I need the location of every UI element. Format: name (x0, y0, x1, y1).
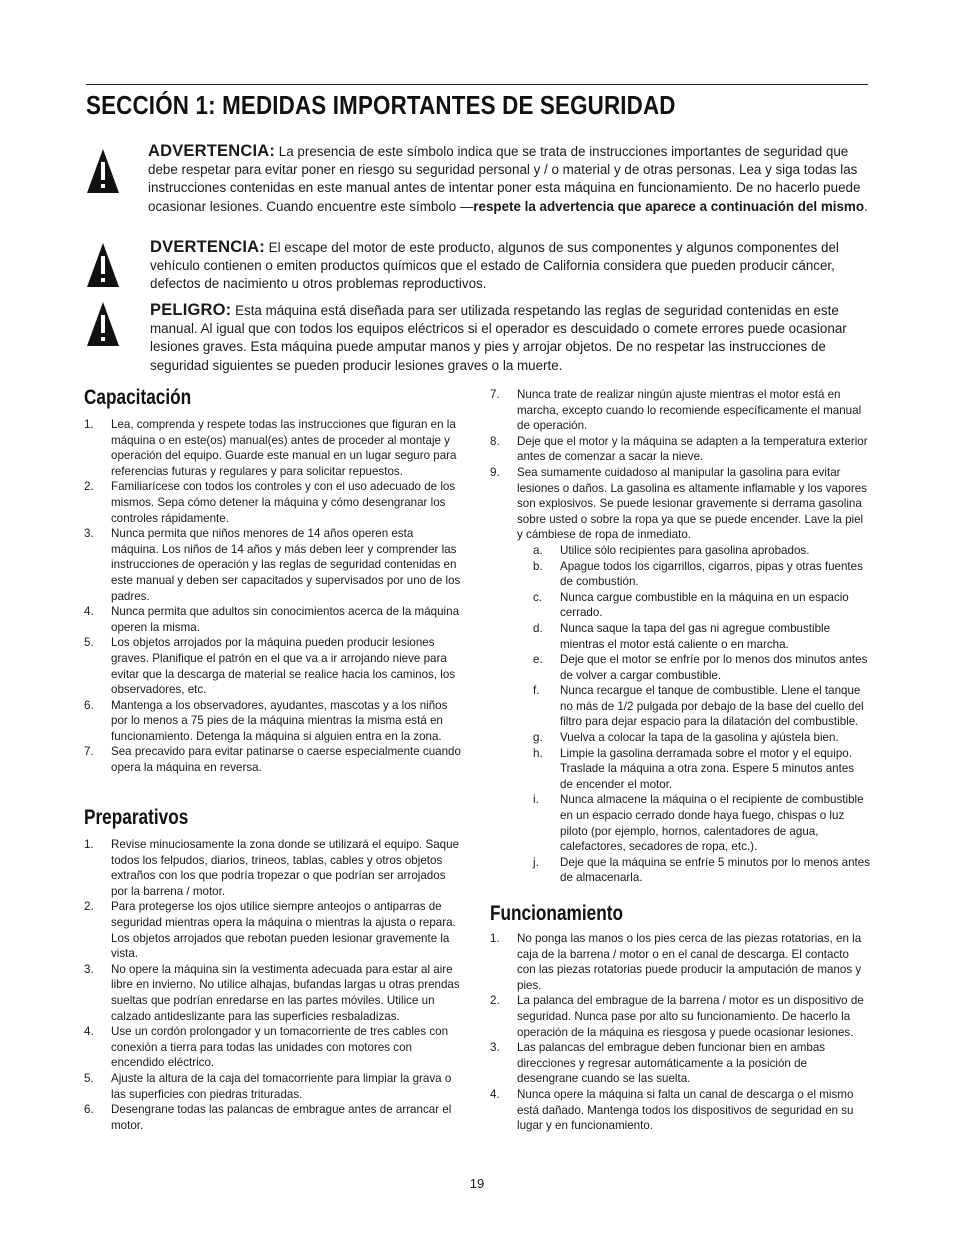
sublist-item (517, 559, 870, 590)
page-title: SECCIÓN 1: MEDIDAS IMPORTANTES DE SEGURIDAD (86, 90, 676, 120)
list-item (84, 1071, 462, 1102)
sublist-item (517, 746, 870, 793)
sublist-item-text: Apague todos los cigarrillos, cigarros, pipas y otras fuentes de combustión. (560, 559, 863, 589)
warning-label: ADVERTENCIA: (148, 142, 276, 160)
warning-text (150, 301, 868, 375)
sublist-item-text: Utilice sólo recipientes para gasolina aprobados. (560, 543, 810, 557)
warning-text (150, 238, 868, 294)
list-item-number: 8. (490, 434, 500, 448)
list-item-number: 2. (490, 994, 500, 1008)
page-number: 19 (469, 1176, 485, 1191)
list-item-number: 2. (84, 480, 94, 494)
list-item (490, 993, 870, 1040)
list-item-number: 6. (84, 698, 94, 712)
section-heading-funcionamiento: Funcionamiento (490, 902, 623, 925)
list-item (490, 931, 870, 993)
list-item (84, 962, 462, 1024)
list-item (84, 744, 462, 775)
list-item-text: Nunca trate de realizar ningún ajuste mientras el motor está en marcha, excepto cuando lo recomiende específicamente el manual de operación. (517, 388, 862, 433)
list-item-text: Desengrane todas las palancas de embrague antes de arrancar el motor. (111, 1103, 452, 1132)
preparativos-list (84, 837, 462, 1133)
list-item-text: Use un cordón prolongador y un tomacorriente de tres cables con conexión a tierra para todas las unidades con motores con encendido eléctrico. (111, 1025, 449, 1070)
sublist-item-letter: a. (533, 543, 543, 557)
sublist-item-text: Deje que el motor se enfríe por lo menos dos minutos antes de volver a cargar combustible. (560, 653, 868, 682)
list-item-text: Revise minuciosamente la zona donde se utilizará el equipo. Saque todos los felpudos, diarios, trineos, tablas, cables y otros objetos extraños con los que podría tropezar o que podrían ser arrojados por la barrena / motor. (111, 838, 460, 898)
sublist-item (517, 730, 870, 746)
warning-body: Esta máquina está diseñada para ser utilizada respetando las reglas de seguridad contenidas en este manual. Al igual que con todos los equipos eléctricos si el operador es descuidado o comete errores puede ocasionar lesiones graves. Esta máquina puede amputar manos y pies y arrojar objetos. De no respetar las instrucciones de seguridad siguientes se pueden producir lesiones graves o la muerte. (150, 303, 847, 373)
sublist-item (517, 855, 870, 886)
sublist-item-letter: i. (533, 793, 539, 807)
list-item-text: Deje que el motor y la máquina se adapten a la temperatura exterior antes de comenzar a sacar la nieve. (517, 434, 868, 464)
list-item-text: Para protegerse los ojos utilice siempre anteojos o antiparras de seguridad mientras opera la máquina o mientras la ajusta o repara. Los objetos arrojados que rebotan pueden lesionar gravemente la vista. (111, 900, 456, 961)
list-item-number: 7. (84, 745, 94, 759)
warning-label: DVERTENCIA: (150, 238, 265, 256)
warning-bold-tail: respete la advertencia que aparece a continuación del mismo (473, 198, 865, 214)
list-item (490, 1087, 870, 1134)
list-item (84, 1024, 462, 1071)
list-item-number: 3. (84, 527, 94, 541)
sublist-item-letter: c. (533, 590, 543, 604)
list-item (84, 479, 462, 526)
list-item-text: Lea, comprenda y respete todas las instrucciones que figuran en la máquina o en este(os) manual(es) antes de proceder al montaje y operación del equipo. Guarde este manual en un lugar seguro para referencias futuras y regulares y para solicitar repuestos. (111, 418, 457, 478)
list-item-number: 5. (84, 636, 94, 650)
list-item-text: Sea sumamente cuidadoso al manipular la gasolina para evitar lesiones o daños. La gasolina es altamente inflamable y los vapores son explosivos. Se puede lesionar gravemente si derrama gasolina sobre usted o sobre la ropa ya que se puede encender. Lave la piel y cámbiese de ropa de inmediato. (517, 465, 867, 542)
sublist-item-letter: d. (533, 621, 543, 635)
list-item-text: No ponga las manos o los pies cerca de las piezas rotatorias, en la caja de la barrena / motor o en el canal de descarga. El contacto con las piezas rotatorias puede producir la amputación de manos y pies. (517, 932, 862, 992)
sublist-item-text: Nunca cargue combustible en la máquina en un espacio cerrado. (560, 590, 849, 620)
list-item-number: 4. (84, 605, 94, 619)
list-item-number: 6. (84, 1103, 94, 1117)
sublist-item-letter: g. (533, 731, 543, 745)
list-item-text: La palanca del embrague de la barrena / motor es un dispositivo de seguridad. Nunca pase por alto su funcionamiento. De hacerlo la operación de la máquina es riesgosa y puede ocasionar lesiones. (517, 994, 864, 1039)
list-item-text: Familiarícese con todos los controles y con el uso adecuado de los mismos. Sepa cómo detener la máquina y cómo desengranar los controles rápidamente. (111, 480, 456, 525)
seguridad-continued-list (490, 387, 870, 886)
capacitacion-list (84, 417, 462, 776)
list-item (84, 837, 462, 899)
list-item (490, 387, 870, 434)
header-rule (86, 84, 868, 85)
list-item-text: Mantenga a los observadores, ayudantes, mascotas y a los niños por lo menos a 75 pies de la máquina mientras la misma está en funcionamiento. Detenga la máquina si alguien entra en la zona. (111, 698, 448, 743)
sublist-item-text: Vuelva a colocar la tapa de la gasolina y ajústela bien. (560, 731, 839, 745)
list-item-number: 2. (84, 900, 94, 914)
warning-body: La presencia de este símbolo indica que se trata de instrucciones importantes de seguridad que debe respetar para evitar poner en riesgo su seguridad personal y / o material y de otras personas. Lea y siga todas las instrucciones contenidas en este manual antes de intentar poner esta máquina en funcionamiento. De no hacerlo puede ocasionar lesiones. Cuando encuentre este símbolo — (148, 144, 861, 214)
list-item (84, 698, 462, 745)
list-item-number: 5. (84, 1071, 94, 1085)
section-heading-capacitacion: Capacitación (84, 386, 192, 409)
list-item (84, 526, 462, 604)
list-item (84, 635, 462, 697)
sublist-item-letter: e. (533, 653, 543, 667)
list-item-number: 7. (490, 388, 500, 401)
sublist-item-letter: f. (533, 684, 540, 698)
sublist-item (517, 621, 870, 652)
list-item-number: 1. (84, 838, 94, 851)
warning-text (148, 142, 868, 216)
gasolina-sublist (517, 543, 870, 886)
sublist-item (517, 683, 870, 730)
list-item (84, 604, 462, 635)
warning-exclamation-icon (86, 242, 120, 288)
list-item-number: 9. (490, 465, 500, 479)
sublist-item-text: Nunca almacene la máquina o el recipiente de combustible en un espacio cerrado donde haya fuego, chispas o luz piloto (por ejemplo, hornos, calentadores de agua, calefactores, secadores de ropa, etc.). (560, 793, 864, 854)
list-item-text: Sea precavido para evitar patinarse o caerse especialmente cuando opera la máquina en reversa. (111, 745, 461, 775)
list-item-number: 4. (84, 1025, 94, 1039)
list-item (84, 1102, 462, 1133)
list-item-number: 3. (84, 962, 94, 976)
section-heading-preparativos: Preparativos (84, 806, 189, 829)
sublist-item (517, 590, 870, 621)
sublist-item (517, 792, 870, 854)
list-item (490, 465, 870, 886)
list-item-number: 3. (490, 1041, 500, 1055)
warning-label: PELIGRO: (150, 301, 232, 319)
list-item (490, 1040, 870, 1087)
warning-end: . (864, 198, 868, 214)
sublist-item-letter: b. (533, 559, 543, 573)
list-item-text: Nunca permita que niños menores de 14 años operen esta máquina. Los niños de 14 años y más deben leer y comprender las instrucciones de operación y las reglas de seguridad contenidas en este manual y deben ser capacitados y supervisados por uno de los padres. (111, 527, 461, 603)
list-item (84, 417, 462, 479)
list-item-text: Nunca opere la máquina si falta un canal de descarga o el mismo está dañado. Mantenga todos los dispositivos de seguridad en su lugar y en funcionamiento. (517, 1087, 854, 1133)
sublist-item (517, 652, 870, 683)
sublist-item-text: Deje que la máquina se enfríe 5 minutos por lo menos antes de almacenarla. (560, 855, 870, 885)
list-item-text: Las palancas del embrague deben funcionar bien en ambas direcciones y regresar automáticamente a la posición de desengrane cuando se las suelta. (517, 1041, 826, 1086)
warning-body: El escape del motor de este producto, algunos de sus componentes y algunos componentes del vehículo contienen o emiten productos químicos que el estado de California considera que pueden producir cáncer, defectos de nacimiento u otros problemas reproductivos. (150, 240, 839, 292)
sublist-item-letter: h. (533, 746, 543, 760)
list-item-number: 4. (490, 1087, 500, 1101)
warning-exclamation-icon (86, 148, 120, 194)
sublist-item-text: Limpie la gasolina derramada sobre el motor y el equipo. Traslade la máquina a otra zona. Espere 5 minutos antes de encender el motor. (560, 746, 855, 791)
list-item-text: No opere la máquina sin la vestimenta adecuada para estar al aire libre en invierno. No utilice alhajas, bufandas largas u otras prendas sueltas que podrían enredarse en las partes móviles. Utilice un calzado antideslizante para las superficies resbaladizas. (111, 962, 460, 1023)
list-item-text: Los objetos arrojados por la máquina pueden producir lesiones graves. Planifique el patrón en el que va a ir arrojando nieve para evitar que la descarga de material se realice hacia los caminos, los observadores, etc. (111, 636, 456, 697)
list-item (490, 434, 870, 465)
sublist-item-text: Nunca saque la tapa del gas ni agregue combustible mientras el motor está caliente o en marcha. (560, 621, 831, 651)
list-item-number: 1. (84, 418, 94, 431)
sublist-item-letter: j. (533, 855, 539, 869)
sublist-item (517, 543, 870, 559)
sublist-item-text: Nunca recargue el tanque de combustible. Llene el tanque no más de 1/2 pulgada por debajo de la base del cuello del filtro para dejar espacio para la dilatación del combustible. (560, 684, 864, 729)
list-item-text: Nunca permita que adultos sin conocimientos acerca de la máquina operen la misma. (111, 605, 460, 634)
warning-exclamation-icon (86, 301, 120, 347)
list-item (84, 899, 462, 961)
list-item-text: Ajuste la altura de la caja del tomacorriente para limpiar la grava o las superficies con piedras trituradas. (111, 1071, 452, 1101)
list-item-number: 1. (490, 932, 500, 945)
funcionamiento-list (490, 931, 870, 1134)
